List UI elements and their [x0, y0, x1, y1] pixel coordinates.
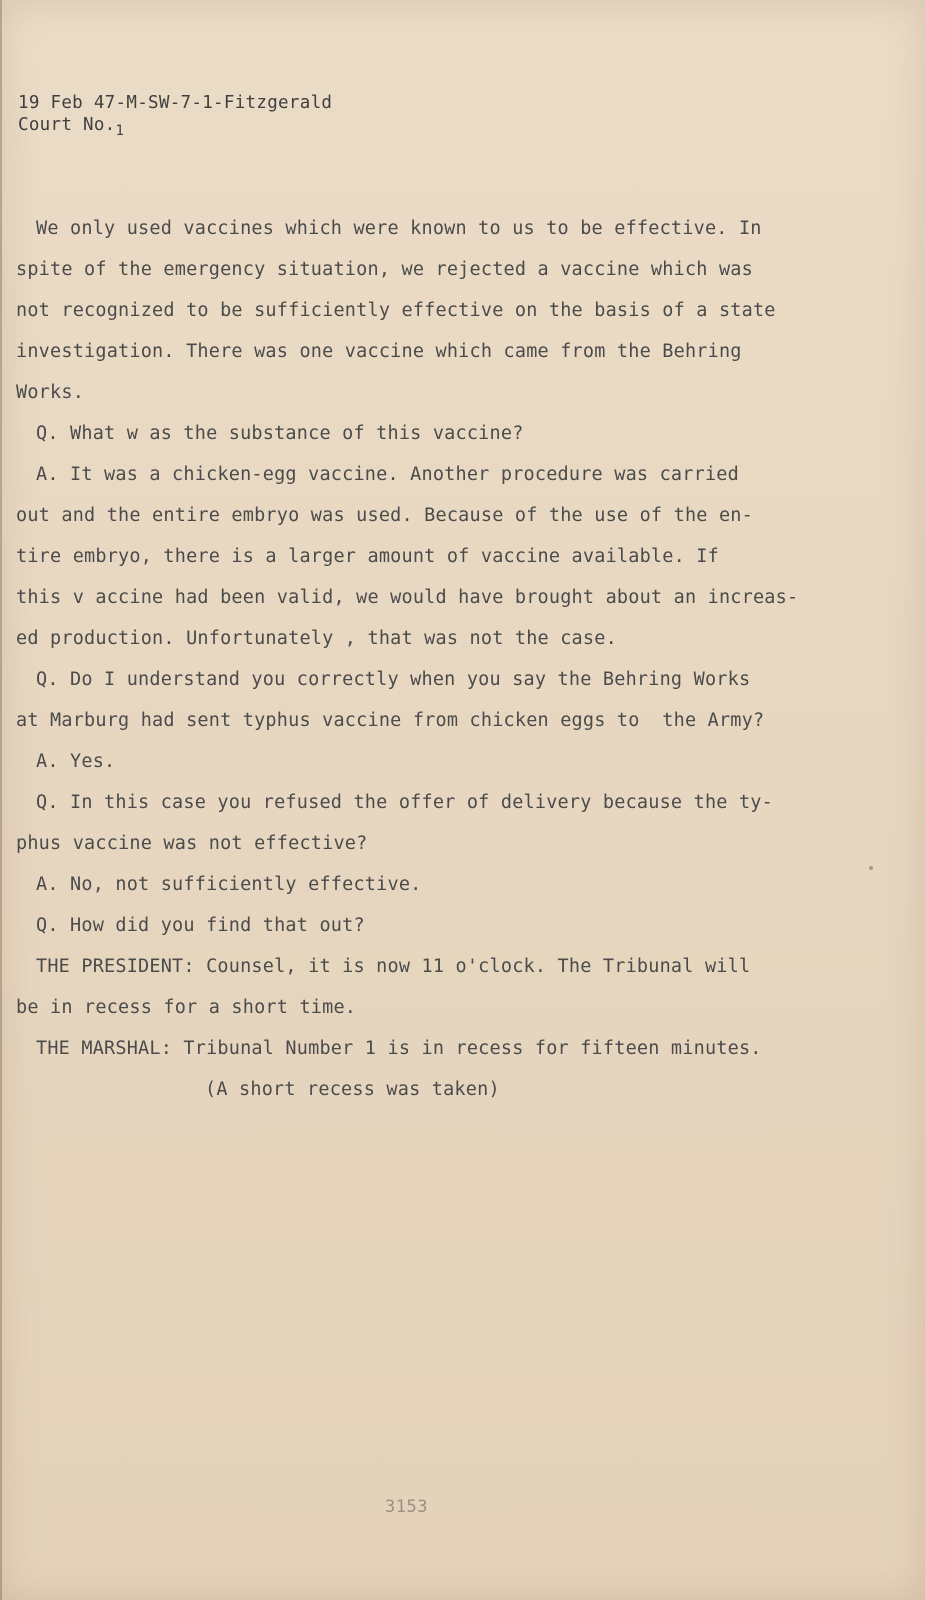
- transcript-line: A. No, not sufficiently effective.: [36, 874, 422, 895]
- transcript-line: tire embryo, there is a larger amount of vaccine available. If: [16, 546, 719, 567]
- transcript-line: Q. Do I understand you correctly when you say the Behring Works: [36, 669, 751, 690]
- transcript-line: (A short recess was taken): [205, 1079, 500, 1100]
- paper-speck: [869, 866, 873, 870]
- transcript-line: Q. In this case you refused the offer of delivery because the ty-: [36, 792, 773, 813]
- header-court-line: [18, 114, 332, 137]
- transcript-line: THE MARSHAL: Tribunal Number 1 is in recess for fifteen minutes.: [36, 1038, 762, 1059]
- transcript-line: spite of the emergency situation, we rejected a vaccine which was: [16, 259, 753, 280]
- transcript-line: A. It was a chicken-egg vaccine. Another procedure was carried: [36, 464, 739, 485]
- transcript-line: Works.: [16, 382, 85, 403]
- transcript-line: be in recess for a short time.: [16, 997, 357, 1018]
- page-number: 3153: [385, 1497, 428, 1517]
- transcript-line: ed production. Unfortunately , that was not the case.: [16, 628, 617, 649]
- header-reference-line: 19 Feb 47-M-SW-7-1-Fitzgerald: [18, 93, 333, 113]
- transcript-line: We only used vaccines which were known to us to be effective. In: [36, 218, 762, 239]
- transcript-line: investigation. There was one vaccine which came from the Behring: [16, 341, 742, 362]
- transcript-line: Q. How did you find that out?: [36, 915, 365, 936]
- page-edge-line: [0, 0, 2, 1600]
- transcript-line: not recognized to be sufficiently effective on the basis of a state: [16, 300, 776, 321]
- transcript-line: out and the entire embryo was used. Because of the use of the en-: [16, 505, 753, 526]
- court-number: 1: [115, 123, 125, 139]
- document-header: [18, 92, 332, 137]
- transcript-line: A. Yes.: [36, 751, 116, 772]
- transcript-line: at Marburg had sent typhus vaccine from chicken eggs to the Army?: [16, 710, 765, 731]
- transcript-line: THE PRESIDENT: Counsel, it is now 11 o'clock. The Tribunal will: [36, 956, 751, 977]
- transcript-line: phus vaccine was not effective?: [16, 833, 368, 854]
- transcript-line: Q. What w as the substance of this vaccine?: [36, 423, 524, 444]
- transcript-line: this v accine had been valid, we would have brought about an increas-: [16, 587, 799, 608]
- court-label: Court No.: [18, 115, 116, 135]
